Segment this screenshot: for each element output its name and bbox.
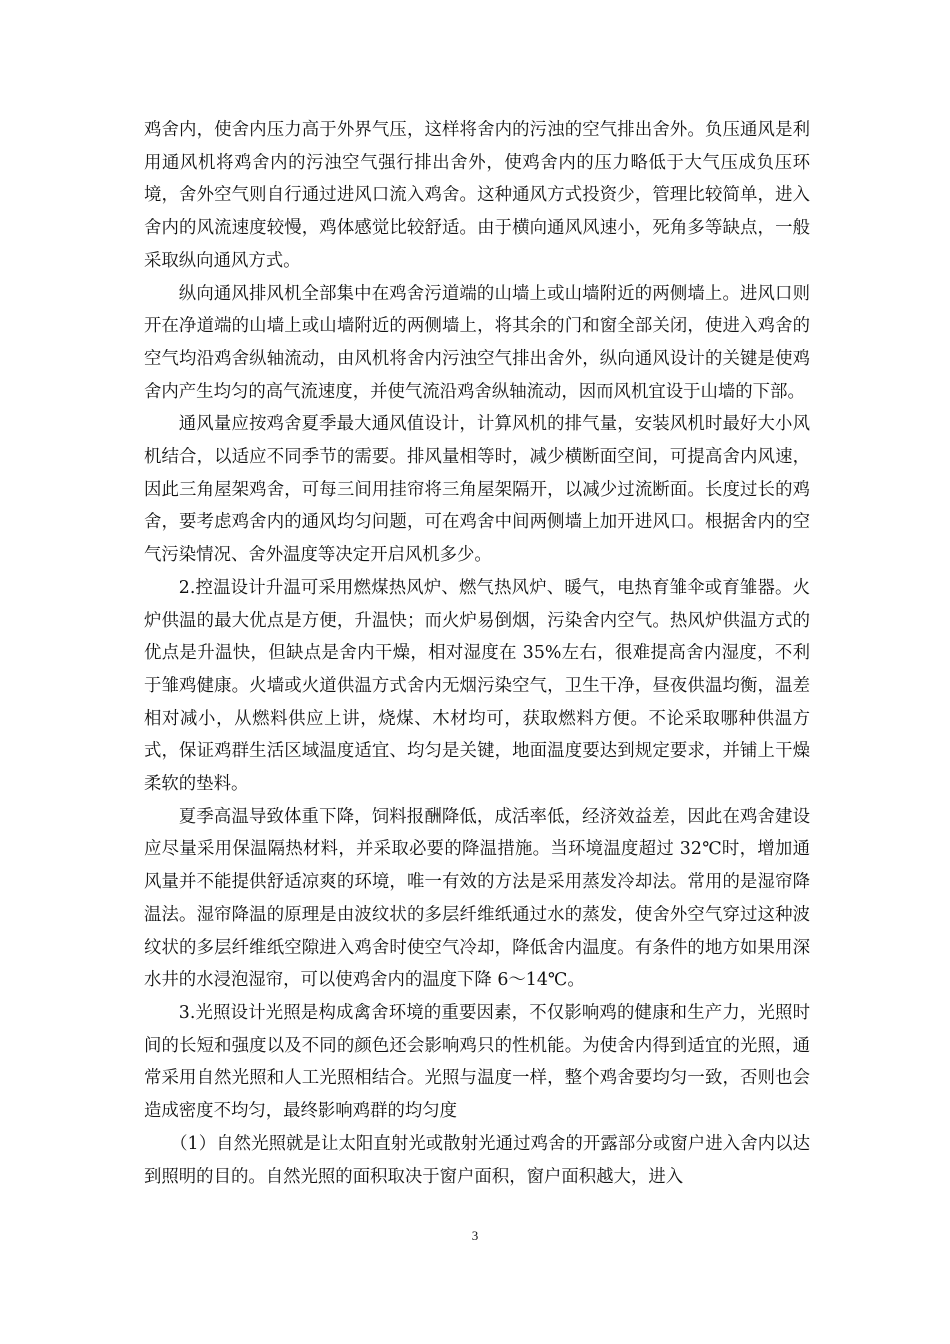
paragraph-ventilation-volume: 通风量应按鸡舍夏季最大通风值设计，计算风机的排气量，安装风机时最好大小风机结合，以适应不同季节的需要。排风量相等时，减少横断面空间，可提高舍内风速，因此三角屋架鸡舍，可每三间用挂帘将三角屋架隔开，以减少过流断面。长度过长的鸡舍，要考虑鸡舍内的通风均匀问题，可在鸡舍中间两侧墙上加开进风口。根据舍内的空气污染情况、舍外温度等决定开启风机多少。 (144, 414, 810, 566)
paragraph-summer-cooling: 夏季高温导致体重下降，饲料报酬降低，成活率低，经济效益差，因此在鸡舍建设应尽量采用保温隔热材料，并采取必要的降温措施。当环境温度超过 32℃时，增加通风量并不能提供舒适凉爽的环境，唯一有效的方法是采用蒸发冷却法。常用的是湿帘降温法。湿帘降温的原理是由波纹状的多层纤维纸通过水的蒸发，使舍外空气穿过这种波纹状的多层纤维纸空隙进入鸡舍时使空气冷却，降低舍内温度。有条件的地方如果用深水井的水浸泡湿帘，可以使鸡舍内的温度下降 6～14℃。 (144, 806, 810, 991)
paragraph-longitudinal-ventilation: 纵向通风排风机全部集中在鸡舍污道端的山墙上或山墙附近的两侧墙上。进风口则开在净道端的山墙上或山墙附近的两侧墙上，将其余的门和窗全部关闭，使进入鸡舍的空气均沿鸡舍纵轴流动，由风机将舍内污浊空气排出舍外，纵向通风设计的关键是使鸡舍内产生均匀的高气流速度，并使气流沿鸡舍纵轴流动，因而风机宜设于山墙的下部。 (144, 283, 810, 402)
body-text (144, 114, 810, 1193)
paragraph-natural-lighting: （1）自然光照就是让太阳直射光或散射光通过鸡舍的开露部分或窗户进入舍内以达到照明的目的。自然光照的面积取决于窗户面积，窗户面积越大，进入 (144, 1133, 810, 1187)
paragraph-lighting-design: 3.光照设计光照是构成禽舍环境的重要因素，不仅影响鸡的健康和生产力，光照时间的长短和强度以及不同的颜色还会影响鸡只的性机能。为使舍内得到适宜的光照，通常采用自然光照和人工光照相结合。光照与温度一样，整个鸡舍要均匀一致，否则也会造成密度不均匀，最终影响鸡群的均匀度 (144, 1002, 810, 1122)
paragraph-ventilation-pressure: 鸡舍内，使舍内压力高于外界气压，这样将舍内的污浊的空气排出舍外。负压通风是利用通风机将鸡舍内的污浊空气强行排出舍外，使鸡舍内的压力略低于大气压成负压环境，舍外空气则自行通过进风口流入鸡舍。这种通风方式投资少，管理比较简单，进入舍内的风流速度较慢，鸡体感觉比较舒适。由于横向通风风速小，死角多等缺点，一般采取纵向通风方式。 (144, 120, 810, 271)
paragraph-temperature-control: 2.控温设计升温可采用燃煤热风炉、燃气热风炉、暖气，电热育雏伞或育雏器。火炉供温的最大优点是方便，升温快；而火炉易倒烟，污染舍内空气。热风炉供温方式的优点是升温快，但缺点是舍内干燥，相对湿度在 35%左右，很难提高舍内湿度，不利于雏鸡健康。火墙或火道供温方式舍内无烟污染空气，卫生干净，昼夜供温均衡，温差相对减小，从燃料供应上讲，烧煤、木材均可，获取燃料方便。不论采取哪种供温方式，保证鸡群生活区域温度适宜、均匀是关键，地面温度要达到规定要求，并铺上干燥柔软的垫料。 (144, 577, 810, 795)
page-number: 3 (471, 1228, 479, 1243)
